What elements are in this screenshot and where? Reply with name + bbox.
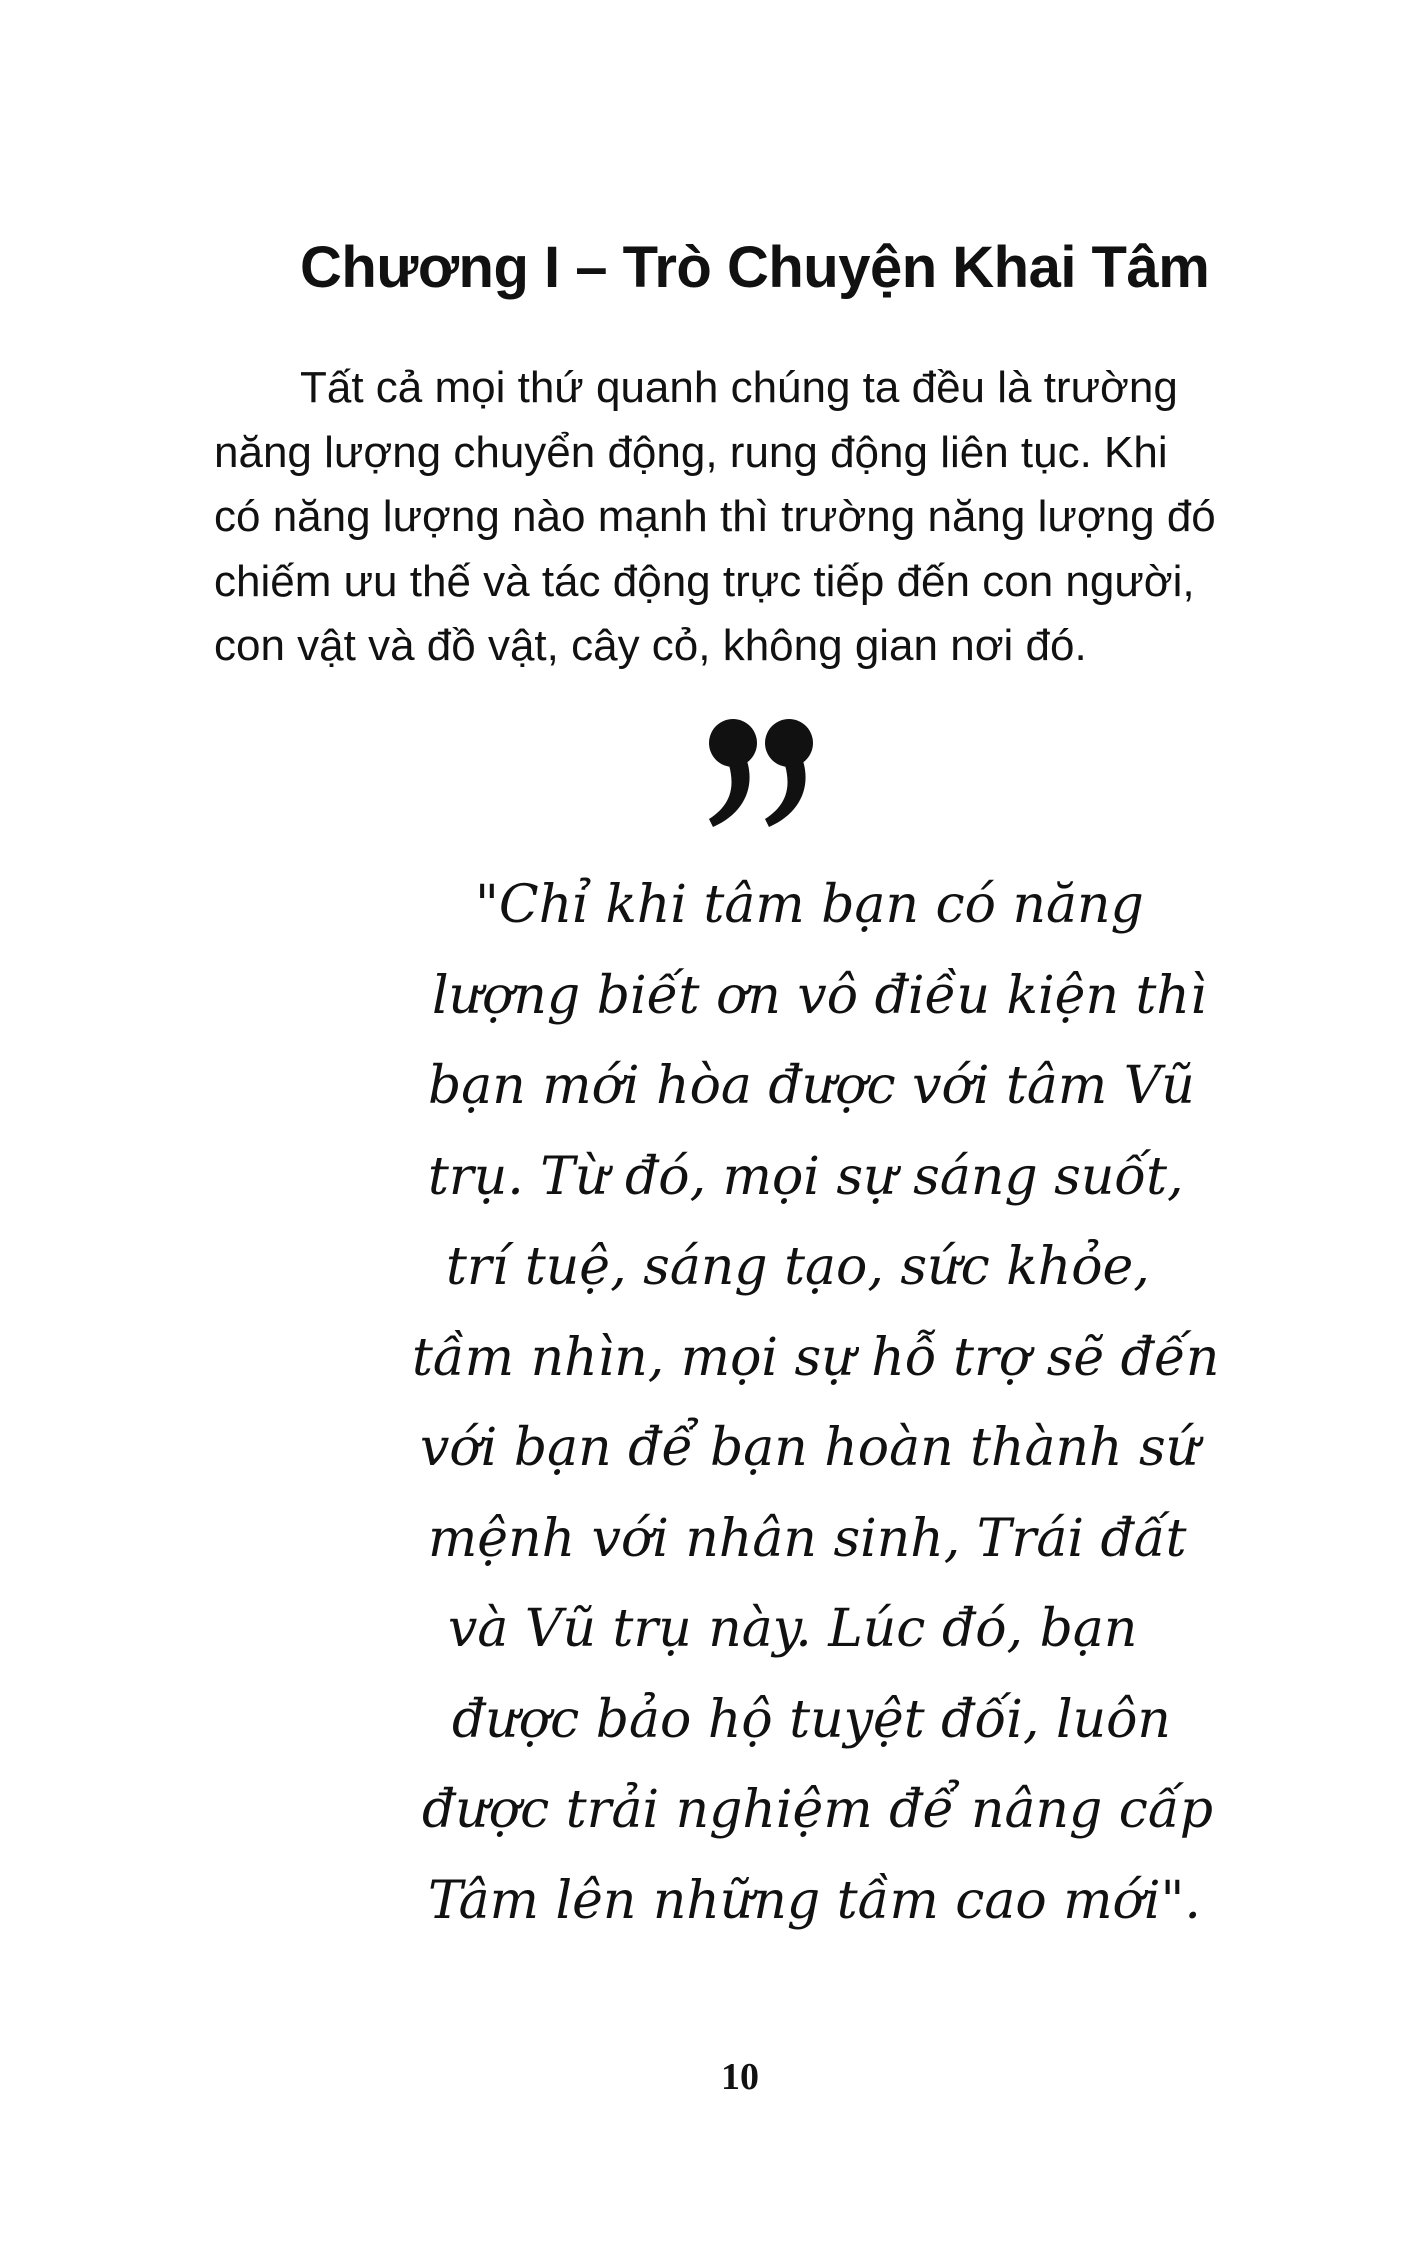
quote-line: trí tuệ, sáng tạo, sức khỏe, <box>446 1237 1150 1297</box>
quote-line: bạn mới hòa được với tâm Vũ <box>428 1056 1195 1116</box>
quote-line: với bạn để bạn hoàn thành sứ <box>420 1418 1200 1478</box>
page-number: 10 <box>721 2056 759 2098</box>
intro-line: con vật và đồ vật, cây cỏ, không gian nơi đó. <box>214 621 1087 670</box>
quote-line: mệnh với nhân sinh, Trái đất <box>428 1508 1187 1569</box>
closing-quote-icon <box>705 705 825 835</box>
intro-line: năng lượng chuyển động, rung động liên tục. Khi <box>214 427 1168 477</box>
chapter-title: Chương I – Trò Chuyện Khai Tâm <box>300 235 1210 300</box>
quote-line: "Chỉ khi tâm bạn có năng <box>475 875 1144 935</box>
quote-line: trụ. Từ đó, mọi sự sáng suốt, <box>428 1146 1184 1207</box>
quote-line: được bảo hộ tuyệt đối, luôn <box>452 1689 1171 1750</box>
intro-line: có năng lượng nào mạnh thì trường năng lượng đó <box>214 492 1216 541</box>
intro-line: chiếm ưu thế và tác động trực tiếp đến con người, <box>214 556 1195 606</box>
intro-paragraph <box>214 356 1294 679</box>
quote-line: Tâm lên những tầm cao mới". <box>428 1870 1201 1931</box>
quote-line: được trải nghiệm để nâng cấp <box>422 1780 1214 1840</box>
quote-line: tầm nhìn, mọi sự hỗ trợ sẽ đến <box>412 1327 1220 1388</box>
quote-block <box>0 860 1420 1946</box>
quote-line: lượng biết ơn vô điều kiện thì <box>432 965 1207 1026</box>
intro-line: Tất cả mọi thứ quanh chúng ta đều là trường <box>300 363 1178 412</box>
quote-line: và Vũ trụ này. Lúc đó, bạn <box>448 1599 1138 1659</box>
